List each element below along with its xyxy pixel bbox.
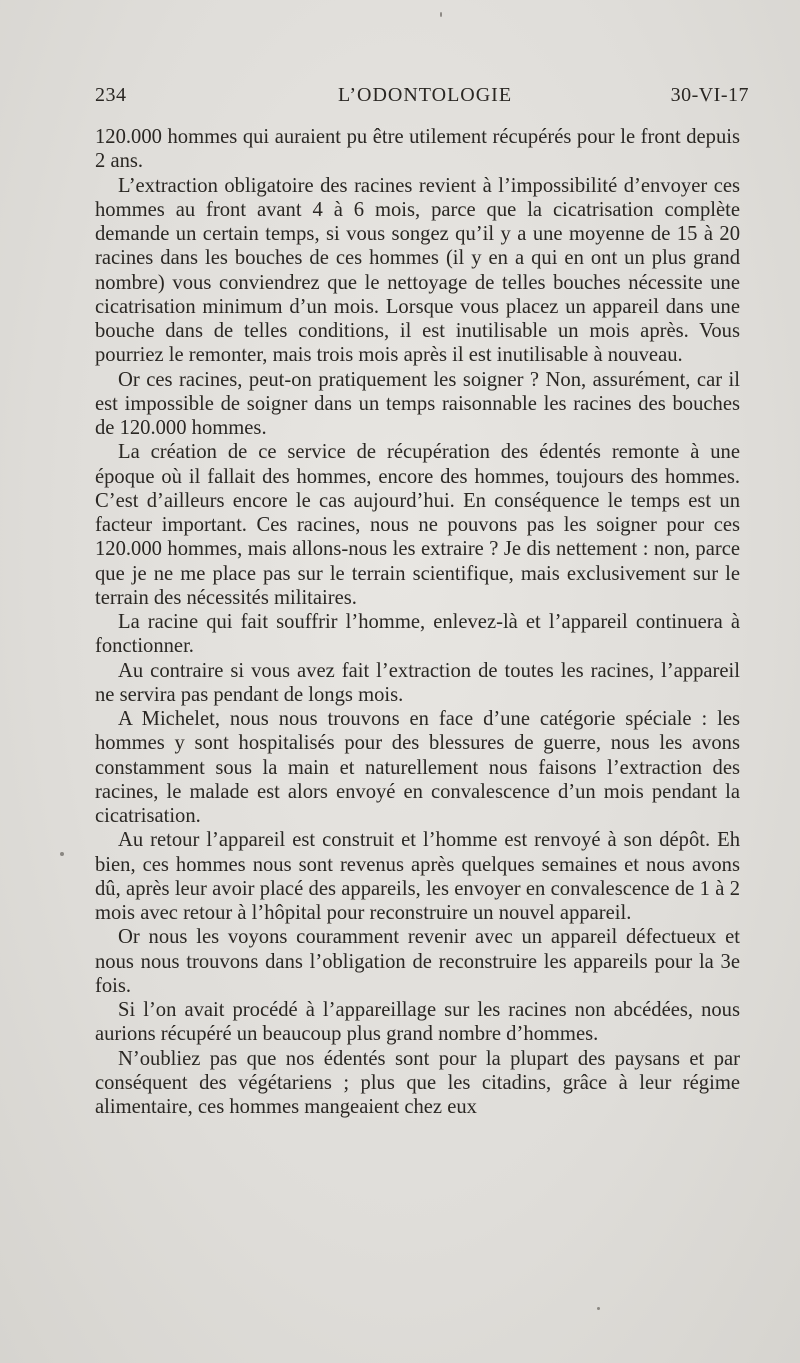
- issue-date: 30-VI-17: [670, 84, 749, 106]
- paragraph: Au contraire si vous avez fait l’extraction de toutes les racines, l’appareil ne servira pas pendant de longs mois.: [95, 659, 740, 706]
- paper-speck: [60, 852, 64, 856]
- paper-speck: [440, 12, 442, 17]
- paragraph: N’oubliez pas que nos édentés sont pour la plupart des paysans et par conséquent des végétariens ; plus que les citadins, grâce à leur régime alimentaire, ces hommes mangeaient chez eux: [95, 1047, 740, 1118]
- journal-title: L’ODONTOLOGIE: [337, 84, 513, 106]
- running-header: [95, 84, 755, 114]
- paragraph: Si l’on avait procédé à l’appareillage sur les racines non abcédées, nous aurions récupéré un beaucoup plus grand nombre d’hommes.: [95, 999, 740, 1046]
- paragraph: L’extraction obligatoire des racines revient à l’impossibilité d’envoyer ces hommes au front avant 4 à 6 mois, parce que la cicatrisation complète demande un certain temps, si vous songez qu’il y a une moyenne de 15 à 20 racines dans les bouches de ces hommes (il y en a qui en ont un plus grand nombre) vous conviendrez que le nettoyage de telles bouches nécessite une cicatrisation minimum d’un mois. Lorsque vous placez un appareil dans une bouche dans de telles conditions, il est inutilisable un mois après. Vous pourriez le remonter, mais trois mois après il est inutilisable à nouveau.: [95, 174, 740, 367]
- article-body: [95, 125, 740, 1119]
- paragraph: Or ces racines, peut-on pratiquement les soigner ? Non, assurément, car il est impossible de soigner dans un temps raisonnable les racines des bouches de 120.000 hommes.: [95, 368, 740, 439]
- paper-speck: [597, 1307, 600, 1310]
- page-number: 234: [95, 84, 127, 106]
- paragraph: La racine qui fait souffrir l’homme, enlevez-là et l’appareil continuera à fonctionner.: [95, 611, 740, 658]
- paragraph: A Michelet, nous nous trouvons en face d’une catégorie spéciale : les hommes y sont hospitalisés pour des blessures de guerre, nous les avons constamment sous la main et naturellement nous faisons l’extraction des racines, le malade est alors envoyé en convalescence d’un mois pendant la cicatrisation.: [95, 708, 740, 827]
- paragraph: La création de ce service de récupération des édentés remonte à une époque où il fallait des hommes, encore des hommes, toujours des hommes. C’est d’ailleurs encore le cas aujourd’hui. En conséquence le temps est un facteur important. Ces racines, nous ne pouvons pas les soigner pour ces 120.000 hommes, mais allons-nous les extraire ? Je dis nettement : non, parce que je ne me place pas sur le terrain scientifique, mais exclusivement sur le terrain des nécessités militaires.: [95, 441, 740, 609]
- paragraph: 120.000 hommes qui auraient pu être utilement récupérés pour le front depuis 2 ans.: [95, 126, 740, 173]
- paragraph: Or nous les voyons couramment revenir avec un appareil défectueux et nous nous trouvons dans l’obligation de reconstruire les appareils pour la 3e fois.: [95, 926, 740, 997]
- paragraph: Au retour l’appareil est construit et l’homme est renvoyé à son dépôt. Eh bien, ces hommes nous sont revenus après quelques semaines et nous avons dû, après leur avoir placé des appareils, les envoyer en convalescence de 1 à 2 mois avec retour à l’hôpital pour reconstruire un nouvel appareil.: [95, 829, 740, 924]
